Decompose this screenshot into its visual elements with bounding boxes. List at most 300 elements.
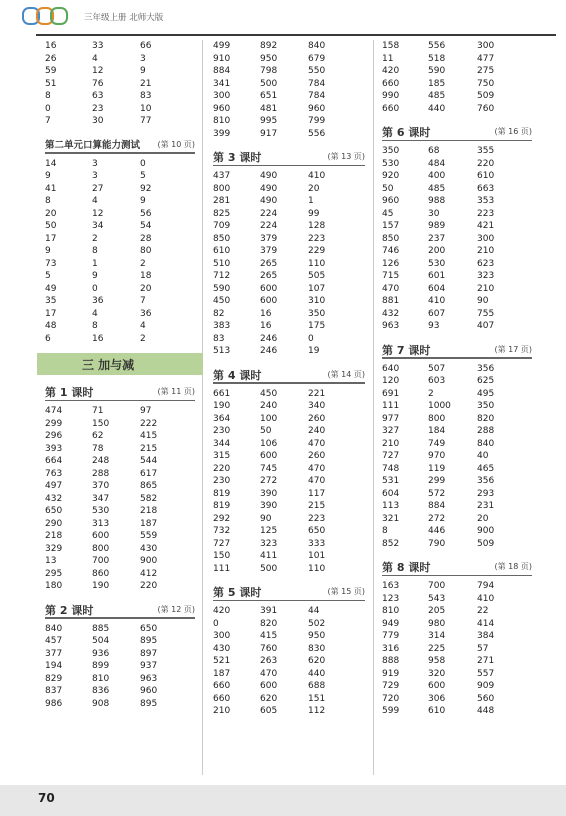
- answer-value: 248: [92, 456, 110, 466]
- section-page-ref: (第 11 页): [157, 387, 195, 396]
- answer-value: 288: [477, 426, 495, 436]
- answer-value: 296: [45, 431, 63, 441]
- answer-value: 150: [92, 418, 110, 429]
- answer-value: 113: [382, 501, 400, 511]
- answer-value: 661: [213, 388, 231, 399]
- answer-value: 518: [428, 53, 446, 64]
- section-underline: [213, 600, 365, 602]
- section-page-ref: (第 12 页): [157, 604, 195, 614]
- answer-value: 650: [45, 506, 63, 516]
- answer-value: 97: [140, 406, 152, 416]
- answer-value: 531: [382, 476, 400, 486]
- answer-row: [382, 65, 532, 78]
- section-underline: [382, 140, 532, 142]
- answer-value: 960: [140, 686, 158, 696]
- section-heading: [382, 339, 532, 363]
- answer-value: 485: [428, 183, 446, 194]
- answer-row: [213, 643, 365, 656]
- answer-value: 356: [477, 476, 495, 486]
- answer-value: 963: [382, 321, 400, 331]
- answer-value: 509: [477, 91, 495, 101]
- answer-value: 5: [140, 171, 146, 181]
- answer-row: [382, 630, 532, 643]
- answer-row: [213, 345, 365, 358]
- answer-value: 1000: [428, 401, 451, 411]
- answer-value: 892: [260, 41, 278, 51]
- answer-value: 543: [428, 593, 446, 604]
- answer-value: 610: [213, 246, 231, 256]
- answer-value: 2: [92, 233, 98, 244]
- answer-value: 474: [45, 406, 63, 416]
- answer-value: 600: [428, 681, 446, 691]
- answer-value: 688: [308, 681, 326, 691]
- answer-row: [382, 53, 532, 66]
- answer-value: 414: [477, 618, 495, 629]
- answer-value: 19: [308, 346, 320, 356]
- answer-value: 881: [382, 296, 400, 306]
- answer-row: [45, 443, 195, 456]
- answer-row: [213, 630, 365, 643]
- answer-value: 340: [308, 401, 326, 411]
- answer-value: 590: [428, 66, 446, 76]
- answer-value: 660: [382, 103, 400, 114]
- answer-value: 299: [428, 476, 446, 486]
- answer-value: 8: [45, 196, 51, 206]
- answer-value: 430: [213, 643, 231, 654]
- answer-value: 825: [213, 208, 231, 219]
- answer-value: 490: [260, 171, 278, 181]
- answer-value: 980: [428, 618, 446, 629]
- answer-value: 784: [308, 78, 326, 89]
- answer-value: 446: [428, 526, 446, 536]
- answer-value: 664: [45, 456, 63, 466]
- answer-row: [45, 295, 195, 308]
- answer-value: 963: [140, 673, 158, 684]
- answer-value: 111: [213, 563, 231, 574]
- answer-column-3: [382, 40, 532, 718]
- answer-value: 223: [477, 208, 495, 219]
- answer-value: 420: [213, 606, 231, 616]
- answer-row: [45, 480, 195, 493]
- section-heading: [213, 146, 365, 170]
- answer-column-2: [213, 40, 365, 718]
- answer-value: 919: [382, 668, 400, 679]
- answer-value: 820: [260, 618, 278, 629]
- answer-value: 500: [260, 78, 278, 89]
- answer-value: 504: [92, 636, 110, 646]
- answer-row: [382, 438, 532, 451]
- answer-value: 415: [260, 631, 278, 641]
- answer-value: 215: [308, 501, 326, 511]
- answer-value: 885: [92, 623, 110, 634]
- answer-value: 260: [308, 451, 326, 461]
- answer-value: 185: [428, 78, 446, 89]
- answer-value: 224: [260, 221, 278, 231]
- answer-value: 8: [382, 526, 388, 536]
- answer-value: 246: [260, 346, 278, 356]
- answer-value: 224: [260, 208, 278, 219]
- answer-value: 41: [45, 183, 57, 194]
- answer-row: [213, 425, 365, 438]
- answer-row: [45, 208, 195, 221]
- answer-value: 623: [477, 258, 495, 269]
- answer-value: 500: [260, 563, 278, 574]
- answer-row: [213, 538, 365, 551]
- answer-value: 320: [428, 668, 446, 679]
- answer-value: 200: [428, 246, 446, 256]
- answer-row: [382, 593, 532, 606]
- answer-value: 958: [428, 656, 446, 666]
- answer-value: 299: [45, 418, 63, 429]
- answer-row: [213, 550, 365, 563]
- answer-row: [213, 680, 365, 693]
- answer-value: 350: [477, 401, 495, 411]
- answer-value: 379: [260, 233, 278, 244]
- section-title: 第 4 课时: [213, 368, 262, 382]
- answer-row: [382, 450, 532, 463]
- answer-value: 288: [92, 468, 110, 479]
- answer-value: 410: [477, 593, 495, 604]
- answer-value: 295: [45, 568, 63, 579]
- answer-value: 364: [213, 413, 231, 424]
- answer-value: 909: [477, 681, 495, 691]
- answer-value: 763: [45, 468, 63, 479]
- answer-value: 20: [140, 283, 152, 294]
- answer-row: [45, 270, 195, 283]
- answer-value: 57: [477, 643, 489, 654]
- answer-value: 960: [308, 103, 326, 114]
- answer-row: [45, 543, 195, 556]
- answer-value: 59: [45, 66, 57, 76]
- answer-value: 0: [92, 283, 98, 294]
- answer-value: 490: [260, 183, 278, 194]
- answer-value: 370: [92, 481, 110, 491]
- answer-value: 272: [260, 476, 278, 486]
- answer-value: 265: [260, 258, 278, 269]
- answer-row: [382, 500, 532, 513]
- answer-value: 190: [92, 581, 110, 591]
- answer-value: 12: [92, 66, 104, 76]
- answer-value: 300: [477, 41, 495, 51]
- answer-value: 22: [477, 606, 489, 616]
- answer-value: 275: [477, 66, 495, 76]
- answer-value: 271: [477, 656, 495, 666]
- answer-value: 313: [92, 518, 110, 529]
- answer-value: 6: [45, 333, 51, 344]
- answer-value: 4: [92, 308, 98, 319]
- section-heading: [45, 381, 195, 405]
- answer-value: 356: [477, 363, 495, 374]
- answer-row: [213, 618, 365, 631]
- answer-value: 221: [308, 388, 326, 399]
- answer-row: [213, 605, 365, 618]
- answer-row: [213, 500, 365, 513]
- answer-value: 215: [140, 443, 158, 454]
- answer-row: [45, 283, 195, 296]
- answer-value: 33: [92, 41, 104, 51]
- section-title: 第二单元口算能力测试: [45, 139, 141, 151]
- answer-value: 490: [260, 196, 278, 206]
- answer-value: 30: [428, 208, 440, 219]
- answer-row: [45, 493, 195, 506]
- answer-row: [213, 65, 365, 78]
- answer-row: [382, 425, 532, 438]
- answer-value: 327: [382, 426, 400, 436]
- answer-row: [45, 518, 195, 531]
- answer-row: [382, 258, 532, 271]
- answer-value: 157: [382, 221, 400, 231]
- answer-value: 7: [140, 296, 146, 306]
- answer-value: 4: [92, 53, 98, 64]
- answer-value: 603: [428, 376, 446, 386]
- answer-value: 190: [213, 401, 231, 411]
- answer-value: 56: [140, 208, 152, 219]
- answer-value: 20: [45, 208, 57, 219]
- answer-value: 36: [92, 296, 104, 306]
- answer-row: [213, 475, 365, 488]
- answer-value: 399: [213, 128, 231, 139]
- answer-value: 420: [382, 66, 400, 76]
- answer-value: 13: [45, 556, 57, 566]
- answer-value: 691: [382, 388, 400, 399]
- answer-value: 237: [428, 233, 446, 244]
- answer-value: 8: [92, 321, 98, 331]
- answer-value: 99: [308, 208, 320, 219]
- answer-value: 30: [92, 116, 104, 126]
- answer-value: 240: [308, 426, 326, 436]
- answer-value: 350: [382, 146, 400, 156]
- answer-value: 513: [213, 346, 231, 356]
- section-title: 第 7 课时: [382, 343, 431, 357]
- answer-value: 16: [45, 41, 57, 51]
- answer-row: [382, 308, 532, 321]
- section-underline: [382, 575, 532, 577]
- section-title: 第 3 课时: [213, 151, 262, 164]
- answer-value: 794: [477, 581, 495, 591]
- answer-value: 265: [260, 271, 278, 281]
- answer-value: 620: [308, 656, 326, 666]
- answer-row: [382, 145, 532, 158]
- answer-value: 949: [382, 618, 400, 629]
- answer-value: 530: [382, 158, 400, 169]
- answer-row: [45, 530, 195, 543]
- answer-value: 0: [308, 333, 314, 344]
- answer-row: [45, 648, 195, 661]
- answer-row: [382, 643, 532, 656]
- answer-value: 421: [477, 221, 495, 231]
- answer-value: 790: [428, 538, 446, 549]
- answer-row: [382, 513, 532, 526]
- answer-value: 316: [382, 643, 400, 654]
- answer-row: [45, 53, 195, 66]
- answer-value: 210: [382, 438, 400, 449]
- answer-value: 4: [140, 321, 146, 331]
- answer-value: 66: [140, 41, 152, 51]
- answer-value: 430: [140, 543, 158, 554]
- answer-value: 1: [92, 258, 98, 269]
- answer-row: [45, 170, 195, 183]
- answer-value: 450: [260, 388, 278, 399]
- answer-value: 470: [308, 463, 326, 474]
- answer-value: 0: [45, 103, 51, 114]
- answer-value: 600: [260, 283, 278, 294]
- answer-row: [45, 103, 195, 116]
- answer-value: 745: [260, 463, 278, 474]
- answer-value: 582: [140, 493, 158, 504]
- answer-row: [213, 220, 365, 233]
- answer-value: 640: [382, 363, 400, 374]
- answer-value: 660: [213, 681, 231, 691]
- answer-value: 810: [213, 116, 231, 126]
- answer-value: 27: [92, 183, 104, 194]
- section-page-ref: (第 18 页): [494, 562, 532, 571]
- answer-row: [382, 618, 532, 631]
- answer-row: [213, 563, 365, 576]
- answer-value: 530: [428, 258, 446, 269]
- answer-value: 840: [477, 438, 495, 449]
- answer-row: [45, 685, 195, 698]
- answer-row: [382, 525, 532, 538]
- answer-value: 700: [428, 581, 446, 591]
- answer-value: 23: [92, 103, 104, 114]
- answer-row: [213, 245, 365, 258]
- answer-row: [213, 388, 365, 401]
- answer-row: [213, 413, 365, 426]
- answer-column-1: [45, 40, 195, 710]
- answer-value: 995: [260, 116, 278, 126]
- answer-value: 16: [260, 308, 272, 319]
- answer-value: 210: [477, 283, 495, 294]
- answer-value: 73: [45, 258, 57, 269]
- answer-value: 600: [92, 531, 110, 541]
- answer-value: 110: [308, 563, 326, 574]
- answer-value: 126: [382, 258, 400, 269]
- answer-row: [382, 580, 532, 593]
- answer-value: 123: [382, 593, 400, 604]
- answer-row: [382, 103, 532, 116]
- answer-value: 151: [308, 693, 326, 704]
- answer-value: 920: [382, 171, 400, 181]
- answer-value: 28: [140, 233, 152, 244]
- answer-value: 92: [140, 183, 152, 194]
- answer-value: 432: [45, 493, 63, 504]
- answer-value: 355: [477, 146, 495, 156]
- answer-value: 384: [477, 631, 495, 641]
- answer-value: 50: [45, 221, 57, 231]
- answer-row: [382, 208, 532, 221]
- section-page-ref: (第 15 页): [327, 587, 365, 596]
- page-number: 70: [38, 791, 55, 805]
- answer-value: 50: [382, 183, 394, 194]
- answer-value: 960: [382, 196, 400, 206]
- answer-value: 481: [260, 103, 278, 114]
- answer-value: 323: [260, 538, 278, 549]
- answer-value: 650: [308, 526, 326, 536]
- answer-value: 40: [477, 451, 489, 461]
- answer-row: [213, 295, 365, 308]
- answer-value: 601: [428, 271, 446, 281]
- answer-row: [213, 668, 365, 681]
- answer-value: 8: [92, 246, 98, 256]
- answer-row: [382, 693, 532, 706]
- answer-value: 410: [428, 296, 446, 306]
- answer-value: 390: [260, 501, 278, 511]
- answer-value: 917: [260, 128, 278, 139]
- answer-row: [45, 635, 195, 648]
- answer-value: 292: [213, 513, 231, 524]
- answer-value: 484: [428, 158, 446, 169]
- answer-value: 106: [260, 438, 278, 449]
- answer-value: 111: [382, 401, 400, 411]
- answer-value: 970: [428, 451, 446, 461]
- answer-value: 910: [213, 53, 231, 64]
- answer-value: 712: [213, 271, 231, 281]
- column-divider: [373, 40, 374, 775]
- answer-row: [45, 555, 195, 568]
- answer-value: 651: [260, 91, 278, 101]
- answer-value: 347: [92, 493, 110, 504]
- answer-row: [213, 258, 365, 271]
- answer-value: 82: [213, 308, 225, 319]
- answer-value: 850: [213, 233, 231, 244]
- answer-value: 180: [45, 581, 63, 591]
- answer-value: 300: [213, 631, 231, 641]
- answer-value: 895: [140, 636, 158, 646]
- answer-value: 604: [382, 488, 400, 499]
- answer-value: 400: [428, 171, 446, 181]
- answer-value: 499: [213, 41, 231, 51]
- answer-row: [45, 158, 195, 171]
- section-heading: [45, 599, 195, 623]
- page-header: [20, 5, 550, 35]
- section-heading: [382, 121, 532, 145]
- answer-row: [45, 405, 195, 418]
- answer-value: 550: [308, 66, 326, 76]
- answer-row: [213, 308, 365, 321]
- answer-value: 700: [92, 556, 110, 566]
- answer-row: [45, 698, 195, 711]
- answer-value: 610: [428, 706, 446, 716]
- answer-row: [45, 660, 195, 673]
- answer-value: 260: [308, 413, 326, 424]
- answer-row: [382, 90, 532, 103]
- answer-row: [382, 295, 532, 308]
- answer-value: 49: [45, 283, 57, 294]
- answer-value: 4: [92, 196, 98, 206]
- answer-value: 9: [92, 271, 98, 281]
- answer-row: [213, 170, 365, 183]
- answer-value: 187: [140, 518, 158, 529]
- header-text: 三年级上册 北师大版: [84, 13, 164, 23]
- answer-value: 220: [140, 581, 158, 591]
- answer-row: [382, 668, 532, 681]
- answer-row: [45, 505, 195, 518]
- answer-row: [45, 468, 195, 481]
- answer-value: 293: [477, 488, 495, 499]
- answer-value: 810: [382, 606, 400, 616]
- answer-value: 12: [92, 208, 104, 219]
- answer-value: 663: [477, 183, 495, 194]
- answer-value: 557: [477, 668, 495, 679]
- answer-value: 607: [428, 308, 446, 319]
- answer-value: 748: [382, 463, 400, 474]
- answer-value: 3: [92, 158, 98, 169]
- answer-value: 34: [92, 221, 104, 231]
- section-title: 第 8 课时: [382, 561, 431, 574]
- answer-value: 353: [477, 196, 495, 206]
- column-divider: [202, 40, 203, 775]
- answer-value: 45: [382, 208, 394, 219]
